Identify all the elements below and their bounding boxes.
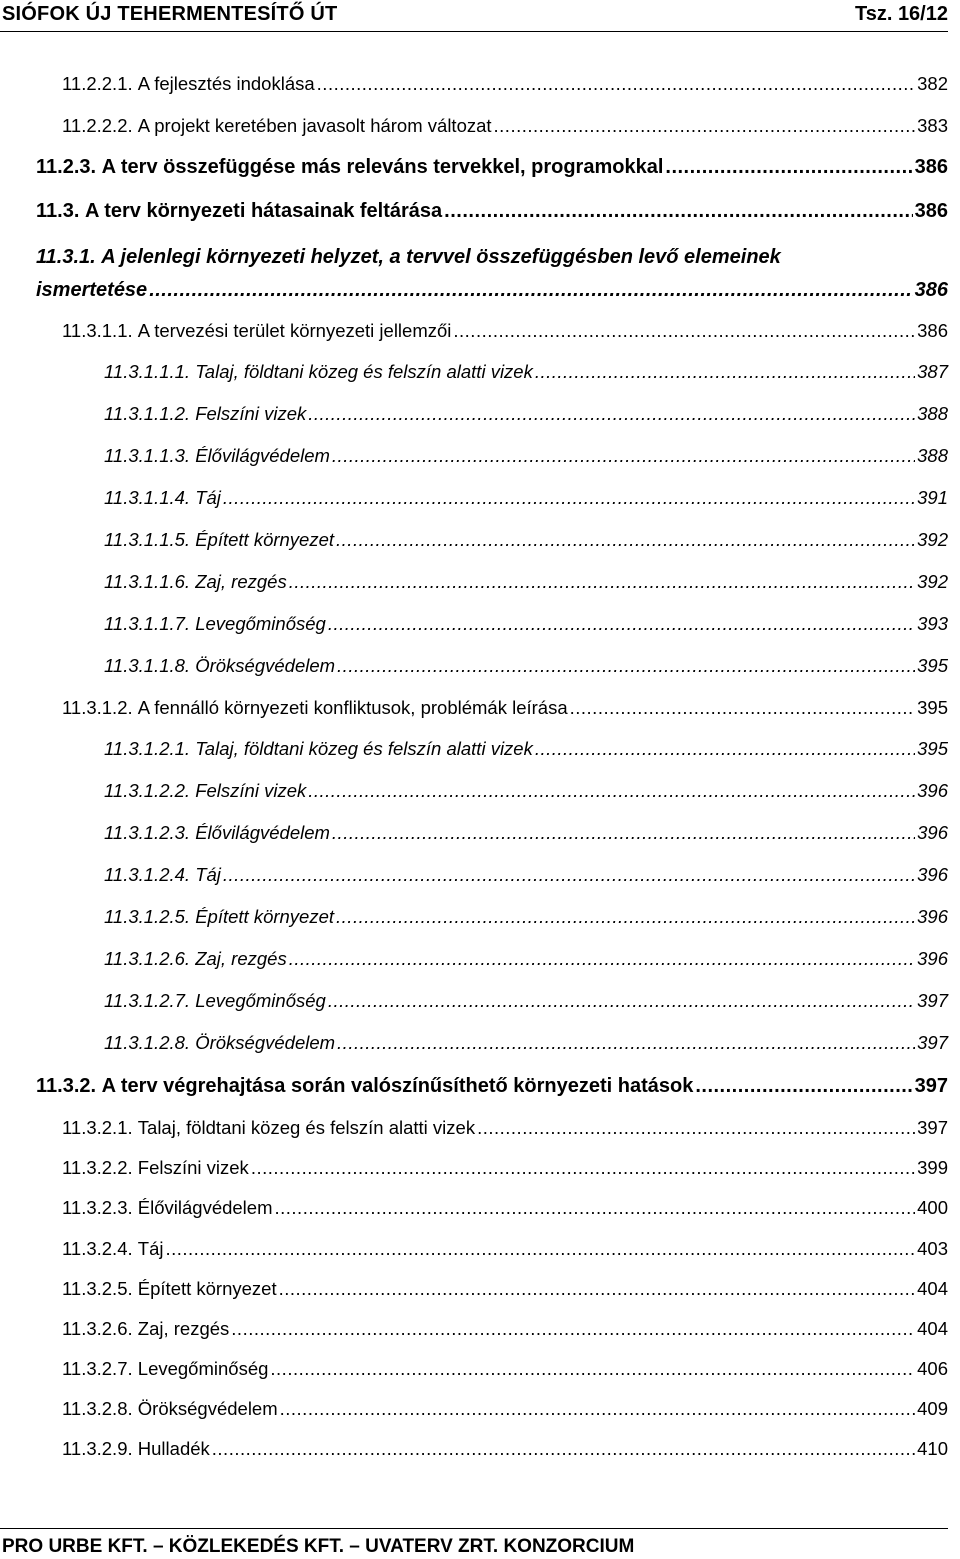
toc-entry-number: 11.3.2.5. <box>62 1278 133 1299</box>
toc-entry-number: 11.3.2.9. <box>62 1438 133 1459</box>
toc-entry-page: 397 <box>917 990 948 1011</box>
toc-entry-page: 404 <box>917 1318 948 1339</box>
toc-entry-title: Élővilágvédelem <box>137 1197 273 1218</box>
toc-entry-number: 11.3.2.8. <box>62 1398 133 1419</box>
toc-leader <box>280 1398 916 1420</box>
toc-entry-number: 11.3.2.2. <box>62 1157 133 1178</box>
toc-entry-title: Talaj, földtani közeg és felszín alatti vizek <box>195 738 533 759</box>
toc-entry-title: Táj <box>137 1238 164 1259</box>
toc-leader <box>535 738 915 760</box>
toc-leader <box>494 115 916 137</box>
toc-entry-number: 11.3.2.6. <box>62 1318 133 1339</box>
toc-entry-page: 386 <box>917 320 948 341</box>
toc-entry-title: A tervezési terület környezeti jellemzői <box>137 320 452 341</box>
toc-entry-number: 11.3.1.1.5. <box>104 529 191 550</box>
toc-entry-title: A jelenlegi környezeti helyzet, a tervvel összefüggésben levő elemeinek <box>101 246 781 268</box>
toc-entry-number: 11.3.1.2.2. <box>104 780 191 801</box>
toc-entry-page: 396 <box>917 780 948 801</box>
toc-leader <box>275 1197 916 1219</box>
toc-entry[interactable] <box>104 361 948 383</box>
toc-entry-number: 11.3.1.1.1. <box>104 361 191 382</box>
toc-entry-title: Felszíni vizek <box>137 1157 249 1178</box>
toc-leader <box>695 1075 912 1098</box>
toc-entry[interactable] <box>62 73 948 95</box>
toc-entry-number: 11.3.2. <box>36 1075 97 1097</box>
toc-entry[interactable] <box>36 279 948 302</box>
toc-leader <box>308 403 915 425</box>
toc-entry-page: 403 <box>917 1238 948 1259</box>
toc-entry-page: 387 <box>917 361 948 382</box>
toc-leader <box>270 1358 915 1380</box>
toc-entry[interactable] <box>104 487 948 509</box>
toc-entry-page: 382 <box>917 73 948 94</box>
toc-entry-title: Zaj, rezgés <box>137 1318 230 1339</box>
toc-entry-title: Táj <box>195 864 221 885</box>
toc-leader <box>570 697 916 719</box>
page-header <box>0 0 960 30</box>
toc-entry[interactable] <box>62 1278 948 1300</box>
toc-entry-title-continued: ismertetése <box>36 279 148 301</box>
toc-entry[interactable] <box>104 738 948 760</box>
toc-leader <box>308 780 915 802</box>
toc-entry-title: A projekt keretében javasolt három változat <box>137 115 492 136</box>
toc-entry-title: Talaj, földtani közeg és felszín alatti vizek <box>195 361 533 382</box>
toc-leader <box>289 571 915 593</box>
toc-leader <box>223 864 915 886</box>
toc-entry-number: 11.3.2.1. <box>62 1117 133 1138</box>
toc-entry[interactable] <box>36 156 948 179</box>
toc-entry-page: 386 <box>914 279 948 301</box>
toc-entry-title: Örökségvédelem <box>195 1032 336 1053</box>
toc-entry[interactable] <box>104 445 948 467</box>
toc-entry-number: 11.3.2.4. <box>62 1238 133 1259</box>
toc-entry[interactable] <box>104 780 948 802</box>
toc-leader <box>337 655 915 677</box>
toc-entry-page: 388 <box>917 403 948 424</box>
toc-entry[interactable] <box>36 1075 948 1098</box>
toc-entry-number: 11.3.1.1. <box>62 320 133 341</box>
toc-entry-page: 397 <box>917 1032 948 1053</box>
toc-entry-number: 11.3.1.1.7. <box>104 613 191 634</box>
toc-entry-title: A terv összefüggése más releváns tervekkel, programokkal <box>101 156 664 178</box>
toc-entry[interactable] <box>62 1197 948 1219</box>
toc-entry[interactable] <box>104 613 948 635</box>
toc-entry-number: 11.2.3. <box>36 156 97 178</box>
toc-entry[interactable] <box>62 1398 948 1420</box>
toc-entry[interactable] <box>36 200 948 223</box>
toc-entry-title: Épített környezet <box>137 1278 277 1299</box>
toc-leader <box>332 822 915 844</box>
toc-entry-page: 396 <box>917 948 948 969</box>
toc-leader <box>149 279 912 302</box>
toc-entry[interactable] <box>104 403 948 425</box>
footer-consortium: PRO URBE KFT. – KÖZLEKEDÉS KFT. – UVATERV ZRT. KONZORCIUM <box>2 1536 635 1557</box>
toc-leader <box>328 990 915 1012</box>
toc-entry[interactable] <box>62 1238 948 1260</box>
toc-entry-number: 11.3.1. <box>36 246 96 268</box>
toc-entry[interactable] <box>62 1157 948 1179</box>
toc-entry-title: Zaj, rezgés <box>195 948 287 969</box>
toc-leader <box>212 1438 915 1460</box>
toc-entry[interactable] <box>62 1358 948 1380</box>
toc-entry-page: 391 <box>917 487 948 508</box>
toc-entry-page: 409 <box>917 1398 948 1419</box>
toc-entry-title: Levegőminőség <box>195 990 326 1011</box>
toc-leader <box>444 200 912 223</box>
toc-entry-title: Épített környezet <box>195 906 335 927</box>
toc-entry-title: A terv környezeti hátasainak feltárása <box>84 200 443 222</box>
toc-entry-title: Levegőminőség <box>195 613 326 634</box>
toc-entry-page: 397 <box>914 1075 948 1097</box>
toc-entry[interactable] <box>62 115 948 137</box>
toc-leader <box>328 613 915 635</box>
toc-entry-number: 11.3. <box>36 200 80 222</box>
toc-entry-number: 11.2.2.2. <box>62 115 133 136</box>
toc-entry-number: 11.3.1.2. <box>62 697 133 718</box>
toc-leader <box>477 1117 915 1139</box>
toc-leader <box>665 156 912 179</box>
toc-entry-number: 11.3.1.2.5. <box>104 906 191 927</box>
toc-leader <box>453 320 915 342</box>
toc-entry-title: Felszíni vizek <box>195 403 307 424</box>
toc-leader <box>337 1032 915 1054</box>
toc-entry-number: 11.3.1.2.1. <box>104 738 191 759</box>
toc-entry-page: 386 <box>914 200 948 222</box>
toc-entry-title: Épített környezet <box>195 529 335 550</box>
toc-leader <box>336 529 915 551</box>
toc-entry-page: 399 <box>917 1157 948 1178</box>
document-code: Tsz. 16/12 <box>854 3 948 25</box>
toc-leader <box>223 487 915 509</box>
toc-entry-page: 388 <box>917 445 948 466</box>
toc-entry-page: 386 <box>914 156 948 178</box>
toc-entry-number: 11.3.1.2.7. <box>104 990 191 1011</box>
toc-entry-page: 383 <box>917 115 948 136</box>
toc-entry-title: Zaj, rezgés <box>195 571 287 592</box>
toc-entry[interactable] <box>104 822 948 844</box>
document-title: SIÓFOK ÚJ TEHERMENTESÍTŐ ÚT <box>2 3 338 25</box>
toc-entry[interactable] <box>62 697 948 719</box>
page-footer <box>0 1528 960 1559</box>
toc-leader <box>279 1278 916 1300</box>
footer-rule <box>0 1528 948 1529</box>
toc-entry-page: 396 <box>917 864 948 885</box>
toc-entry-title: Felszíni vizek <box>195 780 307 801</box>
toc-entry-number: 11.2.2.1. <box>62 73 133 94</box>
toc-entry[interactable] <box>104 529 948 551</box>
toc-entry-page: 397 <box>917 1117 948 1138</box>
toc-entry[interactable] <box>104 990 948 1012</box>
toc-entry-page: 396 <box>917 906 948 927</box>
toc-entry-title: Örökségvédelem <box>137 1398 278 1419</box>
toc-entry-page: 406 <box>917 1358 948 1379</box>
toc-entry[interactable] <box>104 906 948 928</box>
toc-entry-title: A terv végrehajtása során valószínűsíthető környezeti hatások <box>101 1075 694 1097</box>
toc-entry-title: Élővilágvédelem <box>195 822 330 843</box>
toc-entry-page: 392 <box>917 529 948 550</box>
toc-entry-page: 395 <box>917 738 948 759</box>
toc-entry-page: 395 <box>917 697 948 718</box>
toc-leader <box>289 948 915 970</box>
toc-entry[interactable] <box>104 948 948 970</box>
toc-leader <box>317 73 915 95</box>
toc-entry-number: 11.3.2.3. <box>62 1197 133 1218</box>
header-rule <box>0 31 948 32</box>
toc-leader <box>231 1318 915 1340</box>
toc-entry-title: A fennálló környezeti konfliktusok, problémák leírása <box>137 697 568 718</box>
toc-entry-page: 410 <box>917 1438 948 1459</box>
toc-entry-page: 400 <box>917 1197 948 1218</box>
toc-leader <box>165 1238 915 1260</box>
toc-entry-title: Talaj, földtani közeg és felszín alatti vizek <box>137 1117 476 1138</box>
toc-entry-page: 396 <box>917 822 948 843</box>
toc-entry-title: Táj <box>195 487 221 508</box>
toc-entry-number: 11.3.1.1.4. <box>104 487 191 508</box>
toc-entry[interactable] <box>62 1318 948 1340</box>
toc-leader <box>336 906 915 928</box>
toc-entry[interactable] <box>62 1117 948 1139</box>
toc-entry-number: 11.3.1.1.8. <box>104 655 191 676</box>
toc-leader <box>251 1157 915 1179</box>
toc-entry-page: 395 <box>917 655 948 676</box>
toc-entry[interactable] <box>104 1032 948 1054</box>
toc-entry-title: Örökségvédelem <box>195 655 336 676</box>
toc-entry-title: A fejlesztés indoklása <box>137 73 315 94</box>
toc-entry-number: 11.3.1.2.4. <box>104 864 191 885</box>
toc-entry-number: 11.3.1.2.3. <box>104 822 191 843</box>
toc-entry-title: Levegőminőség <box>137 1358 269 1379</box>
toc-entry-first-line[interactable] <box>36 246 781 269</box>
toc-entry-title: Hulladék <box>137 1438 210 1459</box>
toc-entry-number: 11.3.1.2.6. <box>104 948 191 969</box>
toc-entry-number: 11.3.1.1.6. <box>104 571 191 592</box>
toc-entry[interactable] <box>104 864 948 886</box>
toc-entry[interactable] <box>104 571 948 593</box>
toc-entry[interactable] <box>62 1438 948 1460</box>
toc-leader <box>535 361 915 383</box>
toc-entry[interactable] <box>62 320 948 342</box>
toc-entry-number: 11.3.2.7. <box>62 1358 133 1379</box>
toc-entry[interactable] <box>104 655 948 677</box>
toc-entry-number: 11.3.1.1.3. <box>104 445 191 466</box>
toc-entry-page: 393 <box>917 613 948 634</box>
toc-entry-page: 392 <box>917 571 948 592</box>
toc-entry-page: 404 <box>917 1278 948 1299</box>
toc-entry-number: 11.3.1.1.2. <box>104 403 191 424</box>
toc-entry-number: 11.3.1.2.8. <box>104 1032 191 1053</box>
toc-leader <box>332 445 915 467</box>
toc-entry-title: Élővilágvédelem <box>195 445 330 466</box>
